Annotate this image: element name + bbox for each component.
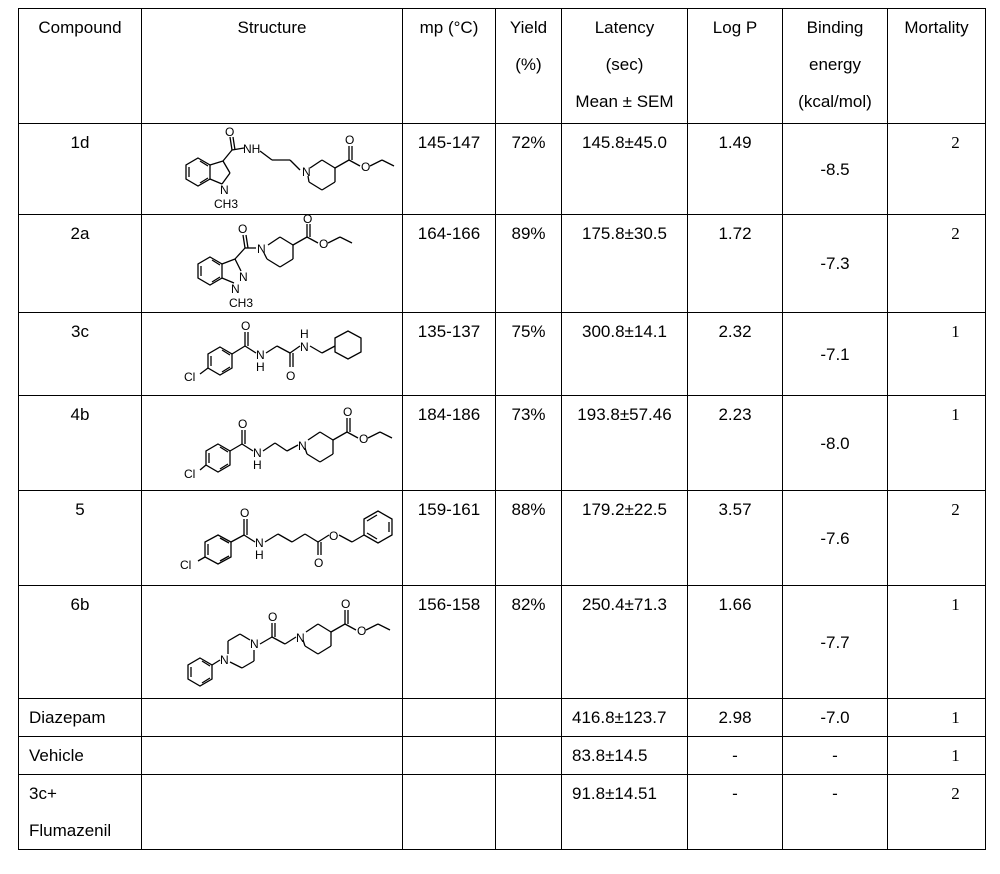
yield-cell <box>496 699 562 737</box>
atom-label: O <box>241 319 251 333</box>
mp-cell <box>403 699 496 737</box>
compound-line: 3c+ <box>29 784 57 803</box>
header-latency-line: (sec) <box>605 55 644 74</box>
structure-cell <box>142 396 403 491</box>
binding-cell: -7.7 <box>783 586 888 699</box>
binding-cell: - <box>783 737 888 775</box>
structure-1d <box>142 124 402 214</box>
compound-cell: 3c <box>19 313 142 396</box>
atom-label: O <box>240 506 250 520</box>
compound-cell <box>19 775 142 850</box>
table-row <box>19 586 986 699</box>
compound-cell: 1d <box>19 124 142 215</box>
atom-label: O <box>286 369 296 383</box>
binding-cell: -7.3 <box>783 215 888 313</box>
atom-label: O <box>314 556 324 570</box>
mp-cell <box>403 737 496 775</box>
header-compound: Compound <box>19 9 142 124</box>
atom-label: N <box>255 536 264 550</box>
table-row <box>19 215 986 313</box>
atom-label: N <box>231 282 240 296</box>
binding-cell: -8.5 <box>783 124 888 215</box>
logp-cell: 1.66 <box>688 586 783 699</box>
mp-cell: 184-186 <box>403 396 496 491</box>
header-latency-line: Mean ± SEM <box>575 92 674 111</box>
atom-label: H <box>256 360 265 374</box>
structure-cell <box>142 699 403 737</box>
logp-cell: 1.49 <box>688 124 783 215</box>
atom-label: H <box>255 548 264 562</box>
mortality-value: 1 <box>951 746 960 765</box>
atom-label: O <box>341 597 351 611</box>
latency-cell: 193.8±57.46 <box>562 396 688 491</box>
compound-cell: 6b <box>19 586 142 699</box>
mortality-value: 1 <box>951 322 960 341</box>
atom-label: N <box>298 439 307 453</box>
header-row <box>19 9 986 124</box>
header-yield-line: Yield <box>509 18 548 37</box>
table-row <box>19 396 986 491</box>
structure-cell <box>142 313 403 396</box>
atom-label: O <box>359 432 369 446</box>
header-yield-line: (%) <box>515 55 542 74</box>
latency-cell: 179.2±22.5 <box>562 491 688 586</box>
table-row <box>19 313 986 396</box>
mortality-cell <box>888 396 986 491</box>
latency-cell: 91.8±14.51 <box>562 775 688 850</box>
atom-label: O <box>225 125 235 139</box>
header-binding-line: (kcal/mol) <box>798 92 872 111</box>
mortality-value: 2 <box>951 500 960 519</box>
table-row <box>19 491 986 586</box>
mortality-cell <box>888 215 986 313</box>
logp-cell: 2.98 <box>688 699 783 737</box>
atom-label: Cl <box>180 558 192 572</box>
latency-cell: 300.8±14.1 <box>562 313 688 396</box>
atom-label: N <box>300 340 309 354</box>
atom-label: N <box>239 270 248 284</box>
binding-cell: - <box>783 775 888 850</box>
structure-cell <box>142 124 403 215</box>
logp-cell: 3.57 <box>688 491 783 586</box>
yield-cell <box>496 737 562 775</box>
latency-cell: 83.8±14.5 <box>562 737 688 775</box>
atom-label: O <box>303 215 313 226</box>
mortality-value: 2 <box>951 224 960 243</box>
header-logp: Log P <box>688 9 783 124</box>
header-mp: mp (°C) <box>403 9 496 124</box>
structure-cell <box>142 491 403 586</box>
table-row <box>19 775 986 850</box>
structure-2a <box>142 215 402 311</box>
mp-cell: 164-166 <box>403 215 496 313</box>
latency-cell: 250.4±71.3 <box>562 586 688 699</box>
structure-3c <box>142 313 402 393</box>
latency-cell: 175.8±30.5 <box>562 215 688 313</box>
yield-cell: 82% <box>496 586 562 699</box>
mp-cell: 159-161 <box>403 491 496 586</box>
atom-label: N <box>302 165 311 179</box>
header-mortality: Mortality <box>888 9 986 124</box>
binding-cell: -7.1 <box>783 313 888 396</box>
logp-cell: 1.72 <box>688 215 783 313</box>
structure-cell <box>142 586 403 699</box>
logp-cell: - <box>688 737 783 775</box>
logp-cell: - <box>688 775 783 850</box>
compound-cell: 2a <box>19 215 142 313</box>
atom-label: O <box>345 133 355 147</box>
yield-cell: 75% <box>496 313 562 396</box>
structure-cell <box>142 775 403 850</box>
atom-label: CH3 <box>229 296 254 310</box>
atom-label: N <box>256 348 265 362</box>
atom-label: O <box>319 237 329 251</box>
atom-label: N <box>220 653 229 667</box>
structure-cell <box>142 215 403 313</box>
structure-4b <box>142 396 402 488</box>
atom-label: H <box>253 458 262 472</box>
atom-label: O <box>268 610 278 624</box>
atom-label: O <box>357 624 367 638</box>
atom-label: H <box>300 327 309 341</box>
yield-cell <box>496 775 562 850</box>
atom-label: O <box>238 417 248 431</box>
atom-label: N <box>253 446 262 460</box>
latency-cell: 145.8±45.0 <box>562 124 688 215</box>
mortality-value: 1 <box>951 595 960 614</box>
header-binding <box>783 9 888 124</box>
logp-cell: 2.32 <box>688 313 783 396</box>
mp-cell: 135-137 <box>403 313 496 396</box>
header-structure: Structure <box>142 9 403 124</box>
table-row <box>19 699 986 737</box>
binding-cell: -7.0 <box>783 699 888 737</box>
compound-cell: 5 <box>19 491 142 586</box>
atom-label: O <box>343 405 353 419</box>
header-latency-line: Latency <box>594 18 655 37</box>
header-yield <box>496 9 562 124</box>
mortality-value: 1 <box>951 405 960 424</box>
mp-cell: 156-158 <box>403 586 496 699</box>
atom-label: O <box>361 160 371 174</box>
mp-cell: 145-147 <box>403 124 496 215</box>
compound-cell: Diazepam <box>19 699 142 737</box>
latency-cell: 416.8±123.7 <box>562 699 688 737</box>
atom-label: O <box>238 222 248 236</box>
yield-cell: 88% <box>496 491 562 586</box>
atom-label: N <box>220 183 229 197</box>
results-table <box>18 8 986 850</box>
structure-5 <box>142 491 402 583</box>
table-row <box>19 737 986 775</box>
mortality-value: 1 <box>951 708 960 727</box>
structure-6b <box>142 586 402 696</box>
yield-cell: 72% <box>496 124 562 215</box>
compound-cell: Vehicle <box>19 737 142 775</box>
atom-label: N <box>250 637 259 651</box>
atom-label: NH <box>243 142 261 156</box>
structure-cell <box>142 737 403 775</box>
binding-cell: -8.0 <box>783 396 888 491</box>
binding-cell: -7.6 <box>783 491 888 586</box>
mortality-value: 2 <box>951 784 960 803</box>
header-binding-line: Binding <box>806 18 864 37</box>
atom-label: N <box>296 631 305 645</box>
header-latency <box>562 9 688 124</box>
mortality-cell <box>888 586 986 699</box>
table-row <box>19 124 986 215</box>
mortality-cell <box>888 699 986 737</box>
mp-cell <box>403 775 496 850</box>
atom-label: O <box>329 529 339 543</box>
mortality-cell <box>888 124 986 215</box>
mortality-cell <box>888 775 986 850</box>
yield-cell: 89% <box>496 215 562 313</box>
compound-line: Flumazenil <box>29 821 112 840</box>
mortality-cell <box>888 737 986 775</box>
atom-label: CH3 <box>214 197 239 211</box>
atom-label: Cl <box>184 467 196 481</box>
yield-cell: 73% <box>496 396 562 491</box>
atom-label: Cl <box>184 370 196 384</box>
logp-cell: 2.23 <box>688 396 783 491</box>
mortality-value: 2 <box>951 133 960 152</box>
atom-label: N <box>257 242 266 256</box>
mortality-cell <box>888 313 986 396</box>
compound-cell: 4b <box>19 396 142 491</box>
mortality-cell <box>888 491 986 586</box>
header-binding-line: energy <box>809 55 861 74</box>
